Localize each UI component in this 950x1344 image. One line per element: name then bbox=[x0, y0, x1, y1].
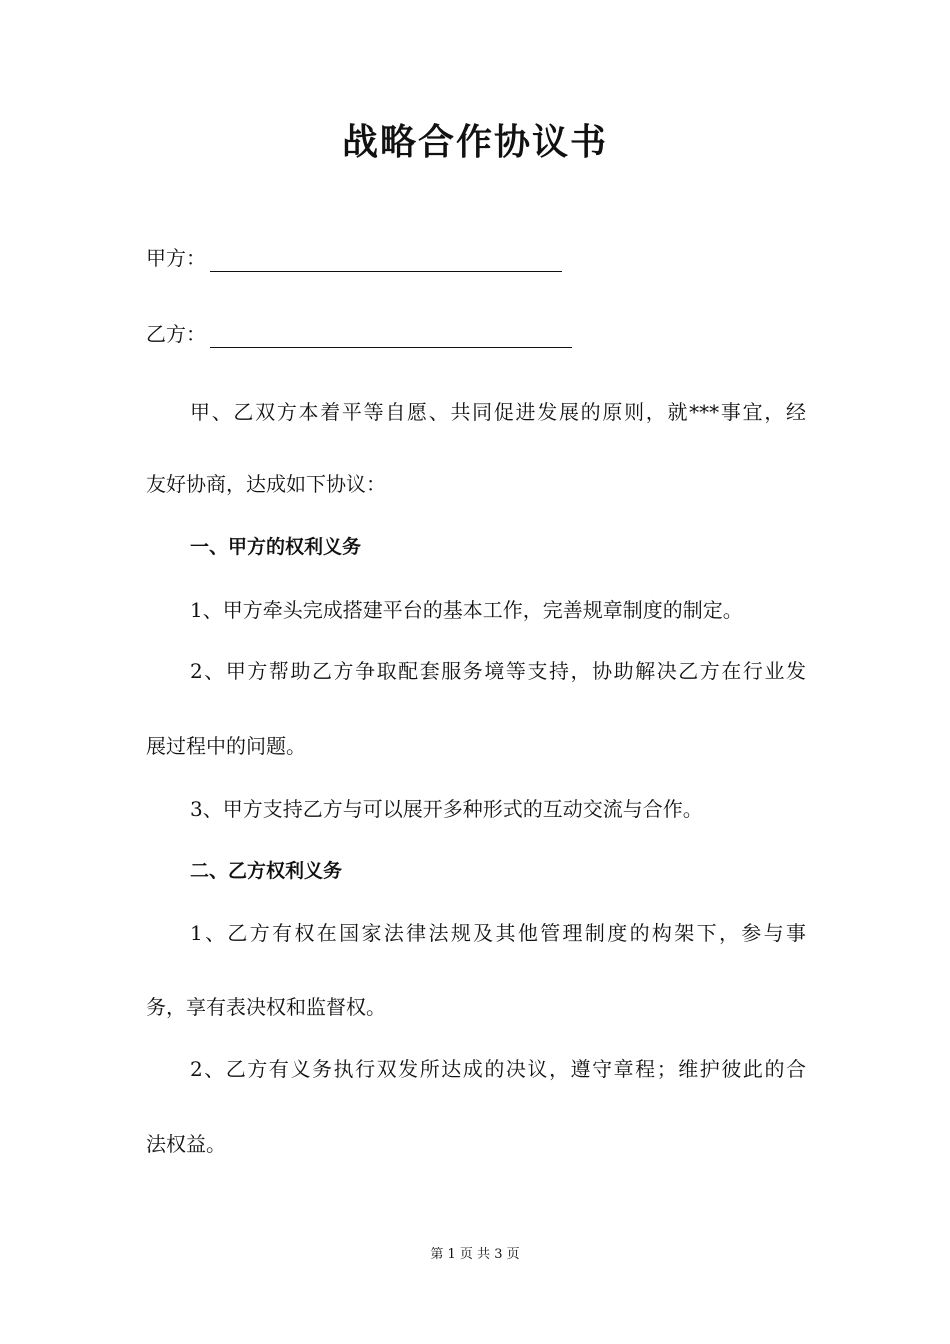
section1-item2-line2: 展过程中的问题。 bbox=[146, 734, 306, 758]
section2-item1-line2: 务，享有表决权和监督权。 bbox=[146, 995, 386, 1019]
section2-item2-line1: 2、乙方有义务执行双发所达成的决议，遵守章程；维护彼此的合 bbox=[190, 1057, 806, 1081]
intro-paragraph-line2: 友好协商，达成如下协议： bbox=[146, 472, 386, 496]
party-a-label: 甲方： bbox=[146, 246, 206, 270]
page-number-footer: 第 1 页 共 3 页 bbox=[430, 1247, 520, 1262]
section1-item1: 1、甲方牵头完成搭建平台的基本工作，完善规章制度的制定。 bbox=[190, 598, 743, 622]
section2-item2-line2: 法权益。 bbox=[146, 1132, 226, 1156]
section2-item1-line1: 1、乙方有权在国家法律法规及其他管理制度的构架下，参与事 bbox=[190, 921, 806, 945]
party-b-field bbox=[146, 320, 572, 348]
intro-paragraph-line1: 甲、乙双方本着平等自愿、共同促进发展的原则，就***事宜，经 bbox=[190, 400, 806, 424]
section1-item2-line1: 2、甲方帮助乙方争取配套服务境等支持，协助解决乙方在行业发 bbox=[190, 659, 806, 683]
document-title: 战略合作协议书 bbox=[341, 122, 608, 163]
party-b-blank-line bbox=[210, 323, 572, 348]
party-a-field bbox=[146, 244, 562, 272]
party-a-blank-line bbox=[210, 247, 562, 272]
section1-item3: 3、甲方支持乙方与可以展开多种形式的互动交流与合作。 bbox=[190, 797, 703, 821]
section2-heading: 二、乙方权利义务 bbox=[190, 860, 343, 882]
party-b-label: 乙方： bbox=[146, 322, 206, 346]
section1-heading: 一、甲方的权利义务 bbox=[190, 536, 362, 558]
